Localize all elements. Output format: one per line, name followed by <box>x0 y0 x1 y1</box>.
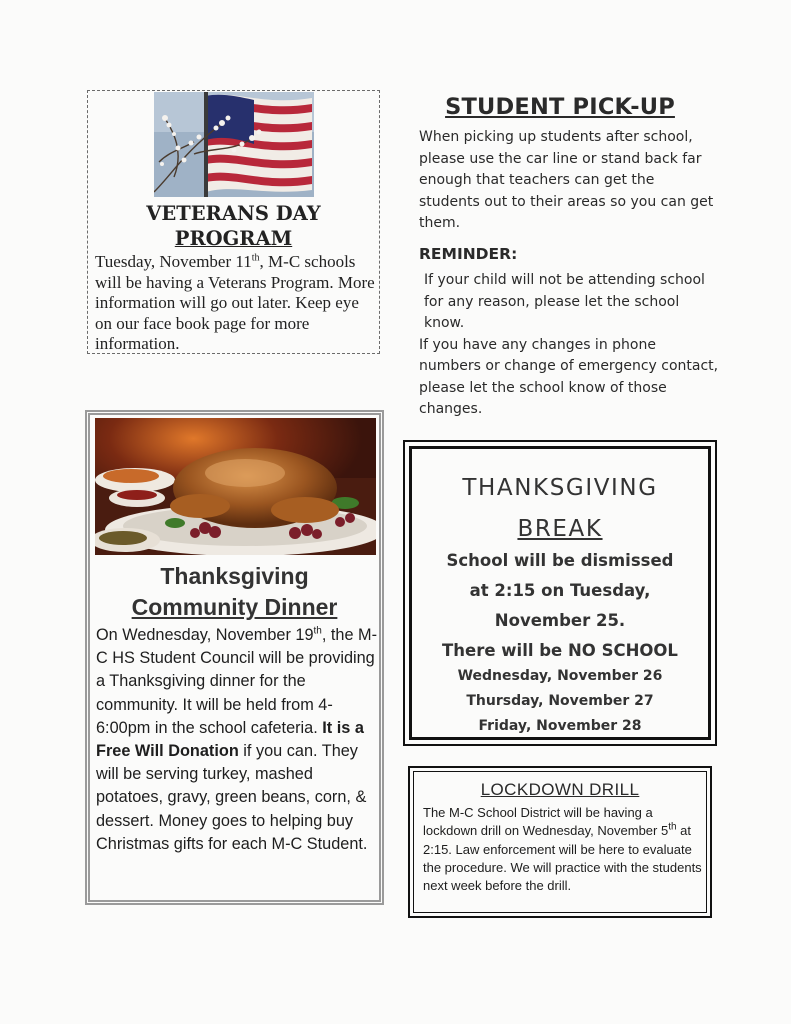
lockdown-drill-box <box>408 766 712 918</box>
thanksgiving-dinner-title <box>90 561 379 623</box>
veterans-text-superscript: th <box>251 252 260 264</box>
no-school-day: Wednesday, November 26 <box>457 668 663 684</box>
break-title-line1: THANKSGIVING <box>462 475 658 501</box>
thanksgiving-break-text <box>412 546 708 666</box>
veterans-text-part2: , M-C schools will be having a Veterans Program. More information will go out later. Keep eye on our face book page for more information. <box>95 252 375 354</box>
dinner-text-part1: On Wednesday, November 19 <box>96 626 314 644</box>
roast-turkey-image <box>95 418 376 555</box>
reminder-text <box>419 270 719 421</box>
veterans-text-part1: Tuesday, November 11 <box>95 252 252 271</box>
veterans-title-line2: PROGRAM <box>174 227 293 250</box>
veterans-day-title <box>88 201 379 251</box>
dinner-text-part2: , the M-C HS Student Council will be providing a Thanksgiving dinner for the community. It will be held from 4-6:00pm in the school cafeteria. <box>96 626 378 737</box>
dinner-title-line1: Thanksgiving <box>160 563 309 589</box>
break-line-2: at 2:15 on Tuesday, <box>469 581 651 600</box>
lockdown-drill-title: LOCKDOWN DRILL <box>480 780 640 799</box>
thanksgiving-break-inner-border <box>409 446 711 740</box>
thanksgiving-dinner-text <box>96 624 378 856</box>
no-school-day: Friday, November 28 <box>478 718 642 734</box>
lockdown-text-part1: The M-C School District will be having a lockdown drill on Wednesday, November 5 <box>423 805 669 839</box>
reminder-paragraph-1: If your child will not be attending school for any reason, please let the school know. <box>424 272 705 331</box>
break-line-1: School will be dismissed <box>446 551 674 570</box>
reminder-paragraph-2: If you have any changes in phone numbers or change of emergency contact, please let the school know of those changes. <box>419 336 719 417</box>
veterans-day-text <box>95 252 380 355</box>
dinner-text-superscript: th <box>313 625 322 637</box>
veterans-day-box <box>87 90 380 354</box>
thanksgiving-break-title <box>412 468 708 550</box>
student-pickup-title: STUDENT PICK-UP <box>445 94 675 120</box>
reminder-title: REMINDER: <box>419 245 518 263</box>
thanksgiving-dinner-box <box>85 410 384 905</box>
flag-with-blossoms-image <box>154 92 314 197</box>
break-line-4: There will be NO SCHOOL <box>442 641 678 660</box>
lockdown-drill-inner-border <box>413 771 707 913</box>
break-title-line2: BREAK <box>517 516 603 542</box>
lockdown-drill-text <box>423 804 708 895</box>
dinner-text-bold: It is a Free Will Donation <box>96 718 364 761</box>
dinner-text-part3: if you can. They will be serving turkey, mashed potatoes, gravy, green beans, corn, & dessert. Money goes to helping buy Christmas gifts for each M-C Student. <box>96 742 368 853</box>
no-school-day: Thursday, November 27 <box>466 693 654 709</box>
no-school-days-list <box>412 664 708 739</box>
break-line-3: November 25. <box>494 611 626 630</box>
veterans-title-line1: VETERANS DAY <box>146 202 321 225</box>
dinner-title-line2: Community Dinner <box>131 594 338 620</box>
lockdown-text-part2: at 2:15. Law enforcement will be here to evaluate the procedure. We will practice with the students next week before the drill. <box>423 823 702 894</box>
thanksgiving-break-box <box>403 440 717 746</box>
student-pickup-text: When picking up students after school, please use the car line or stand back far enough that teachers can get the students out to their areas so you can get them. <box>419 129 714 231</box>
lockdown-text-superscript: th <box>668 821 677 833</box>
